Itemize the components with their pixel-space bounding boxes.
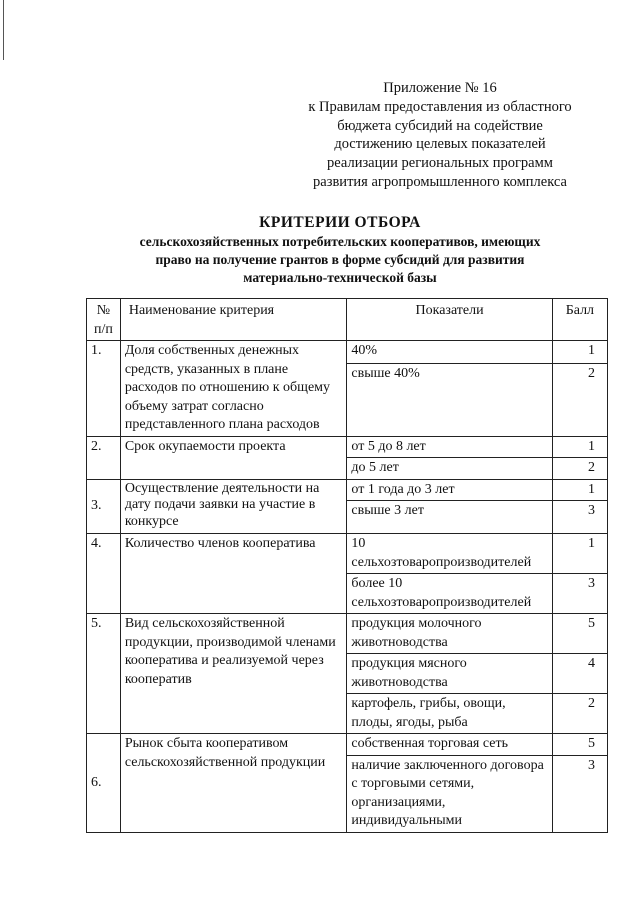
row-num: 1.: [87, 341, 121, 437]
row-num: 3.: [87, 479, 121, 534]
appendix-line: к Правилам предоставления из областного: [308, 98, 572, 115]
score: 3: [552, 501, 607, 534]
indicator: собственная торговая сеть: [347, 734, 552, 756]
header-indicators: Показатели: [347, 299, 552, 341]
indicator: наличие заключенного договора с торговыми сетями, организациями, индивидуальными: [347, 755, 552, 832]
criteria-table: [86, 298, 608, 833]
row-num: 5.: [87, 614, 121, 734]
indicator: до 5 лет: [347, 458, 552, 480]
table-header-row: [87, 299, 608, 341]
appendix-line: бюджета субсидий на содействие: [337, 117, 543, 134]
subtitle-line: материально-технической базы: [243, 270, 437, 285]
score: 2: [552, 458, 607, 480]
indicator: 10 сельхозтоваропроизводителей: [347, 534, 552, 574]
table-row: [87, 734, 608, 756]
table-row: [87, 479, 608, 501]
indicator: продукция молочного животноводства: [347, 614, 552, 654]
indicator: от 5 до 8 лет: [347, 436, 552, 458]
indicator: картофель, грибы, овощи, плоды, ягоды, рыба: [347, 694, 552, 734]
margin-line: [3, 0, 4, 60]
header-name: Наименование критерия: [120, 299, 347, 341]
criterion-name: Доля собственных денежных средств, указанных в плане расходов по отношению к общему объему затрат согласно представленного плана расходов: [120, 341, 347, 437]
header-num: № п/п: [87, 299, 121, 341]
table-row: [87, 436, 608, 458]
title-main: КРИТЕРИИ ОТБОРА: [259, 214, 421, 231]
criterion-name: Срок окупаемости проекта: [120, 436, 347, 479]
criterion-name: Вид сельскохозяйственной продукции, производимой членами кооператива и реализуемой через кооператив: [120, 614, 347, 734]
row-num: 4.: [87, 534, 121, 614]
row-num: 6.: [87, 734, 121, 833]
indicator: от 1 года до 3 лет: [347, 479, 552, 501]
criterion-name: Рынок сбыта кооперативом сельскохозяйственной продукции: [120, 734, 347, 833]
appendix-line: достижению целевых показателей: [334, 136, 546, 153]
appendix-header: [290, 79, 590, 192]
appendix-line: реализации региональных программ: [327, 155, 553, 172]
criterion-name: Осуществление деятельности на дату подачи заявки на участие в конкурсе: [120, 479, 347, 534]
score: 2: [552, 363, 607, 436]
score: 1: [552, 479, 607, 501]
appendix-line: развития агропромышленного комплекса: [313, 173, 567, 190]
row-num: 2.: [87, 436, 121, 479]
score: 5: [552, 734, 607, 756]
score: 3: [552, 574, 607, 614]
appendix-line: Приложение № 16: [383, 80, 497, 96]
title-subtitle: [60, 233, 620, 287]
score: 4: [552, 654, 607, 694]
indicator: свыше 40%: [347, 363, 552, 436]
subtitle-line: сельскохозяйственных потребительских кооперативов, имеющих: [139, 234, 541, 249]
score: 1: [552, 341, 607, 364]
score: 2: [552, 694, 607, 734]
score: 3: [552, 755, 607, 832]
score: 1: [552, 534, 607, 574]
table-row: [87, 534, 608, 574]
header-score: Балл: [552, 299, 607, 341]
table-row: [87, 341, 608, 364]
document-title: [60, 213, 620, 287]
table-row: [87, 614, 608, 654]
indicator: более 10 сельхозтоваропроизводителей: [347, 574, 552, 614]
indicator: продукция мясного животноводства: [347, 654, 552, 694]
indicator: 40%: [347, 341, 552, 364]
criterion-name: Количество членов кооператива: [120, 534, 347, 614]
subtitle-line: право на получение грантов в форме субсидий для развития: [155, 252, 525, 267]
score: 5: [552, 614, 607, 654]
score: 1: [552, 436, 607, 458]
indicator: свыше 3 лет: [347, 501, 552, 534]
